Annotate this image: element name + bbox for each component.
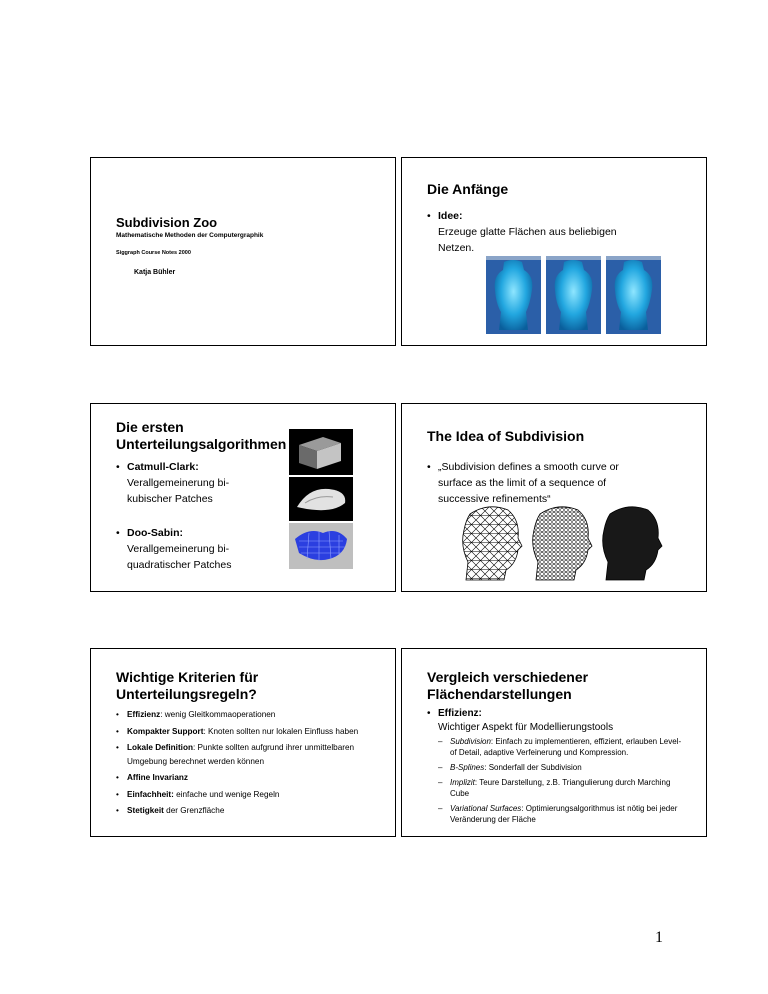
bullet-bold: Stetigkeit — [127, 806, 164, 815]
sub-item — [438, 736, 682, 758]
bullet-list — [116, 459, 276, 573]
sub-text: : Sonderfall der Subdivision — [484, 763, 582, 772]
slide-title — [90, 157, 396, 346]
bullet-item — [116, 459, 276, 507]
head-meshes-icon — [458, 502, 666, 582]
sub-list — [438, 736, 682, 825]
bullet-line: Verallgemeinerung bi- — [127, 477, 230, 489]
slide-heading-line: Unterteilungsalgorithmen — [116, 436, 287, 452]
torso-render-icon — [486, 256, 661, 334]
bullet-text: einfache und wenige Regeln — [173, 789, 280, 799]
slide-heading — [116, 669, 258, 703]
slide-heading — [427, 669, 588, 703]
sub-text: : Einfach zu implementieren, effizient, erlauben Level-of Detail, adaptive Verfeinerung und Kompression. — [450, 737, 682, 757]
slide-die-anfaenge — [401, 157, 707, 346]
bullet-text: : wenig Gleitkommaoperationen — [160, 710, 276, 719]
sub-italic: Implizit — [450, 778, 475, 787]
quote-line: „Subdivision defines a smooth curve or — [438, 461, 619, 473]
slide-vergleich — [401, 648, 707, 837]
bullet-list — [427, 707, 682, 829]
bullet-item — [427, 459, 697, 507]
slide-title-heading: Subdivision Zoo — [116, 215, 218, 230]
bullet-line: Verallgemeinerung bi- — [127, 543, 230, 555]
bullet-line: quadratischer Patches — [127, 559, 232, 571]
subdivision-shapes-icon — [289, 429, 353, 569]
bullet-bold: Affine Invarianz — [127, 773, 188, 782]
bullet-bold: Einfachheit: — [127, 789, 174, 799]
slide-subtitle: Mathematische Methoden der Computergraphik — [116, 232, 264, 239]
sub-italic: Variational Surfaces — [450, 804, 522, 813]
slide-heading-line: Flächendarstellungen — [427, 686, 572, 702]
bullet-line: kubischer Patches — [127, 493, 213, 505]
bullet-line: Erzeuge glatte Flächen aus beliebigen — [438, 226, 617, 238]
slide-source: Siggraph Course Notes 2000 — [116, 250, 191, 256]
bullet-list — [427, 459, 697, 507]
sub-italic: B-Splines — [450, 763, 485, 772]
torso-images — [486, 256, 661, 339]
bullet-text: der Grenzfläche — [163, 806, 225, 815]
slide-author: Katja Bühler — [134, 269, 176, 276]
bullet-item — [116, 725, 361, 739]
bullet-head: Catmull-Clark: — [127, 461, 199, 473]
bullet-bold: Effizienz — [127, 710, 161, 719]
slide-heading: Die Anfänge — [427, 181, 509, 197]
bullet-item — [116, 804, 361, 818]
slide-heading-line: Unterteilungsregeln? — [116, 686, 257, 702]
bullet-head: Doo-Sabin: — [127, 527, 183, 539]
page-number: 1 — [655, 929, 663, 946]
sub-italic: Subdivision — [450, 737, 491, 746]
slide-heading-line: Vergleich verschiedener — [427, 669, 589, 685]
bullet-list — [116, 708, 361, 818]
bullet-line: Wichtiger Aspekt für Modellierungstools — [438, 722, 614, 733]
sub-text: : Teure Darstellung, z.B. Triangulierung durch Marching Cube — [450, 778, 671, 798]
bullet-item — [116, 741, 361, 768]
bullet-line: Netzen. — [438, 242, 475, 254]
bullet-head: Idee: — [438, 210, 463, 222]
bullet-text: : Punkte sollten aufgrund ihrer unmittelbaren Umgebung berechnet werden können — [127, 743, 355, 766]
quote-line: surface as the limit of a sequence of — [438, 477, 607, 489]
bullet-item — [427, 208, 697, 256]
bullet-bold: Lokale Definition — [127, 743, 193, 752]
sub-item — [438, 803, 682, 825]
bullet-text: : Knoten sollten nur lokalen Einfluss haben — [203, 726, 359, 736]
bullet-head: Effizienz: — [438, 708, 482, 719]
bullet-item — [116, 771, 361, 785]
bullet-item — [116, 708, 361, 722]
slide-idea-of-subdivision — [401, 403, 707, 592]
quote-line: successive refinements“ — [438, 493, 551, 505]
slide-wichtige-kriterien — [90, 648, 396, 837]
slide-heading — [116, 419, 286, 453]
bullet-item — [116, 788, 361, 802]
slide-heading: The Idea of Subdivision — [427, 428, 585, 444]
slide-die-ersten — [90, 403, 396, 592]
slide-heading-line: Wichtige Kriterien für — [116, 669, 259, 685]
bullet-item — [427, 707, 682, 825]
bullet-list — [427, 208, 697, 256]
sub-item — [438, 762, 682, 773]
bullet-bold: Kompakter Support — [127, 726, 204, 736]
sub-item — [438, 777, 682, 799]
slide-heading-line: Die ersten — [116, 419, 184, 435]
sub-text: : Optimierungsalgorithmus ist nötig bei jeder Veränderung der Fläche — [450, 804, 678, 824]
bullet-item — [116, 525, 276, 573]
